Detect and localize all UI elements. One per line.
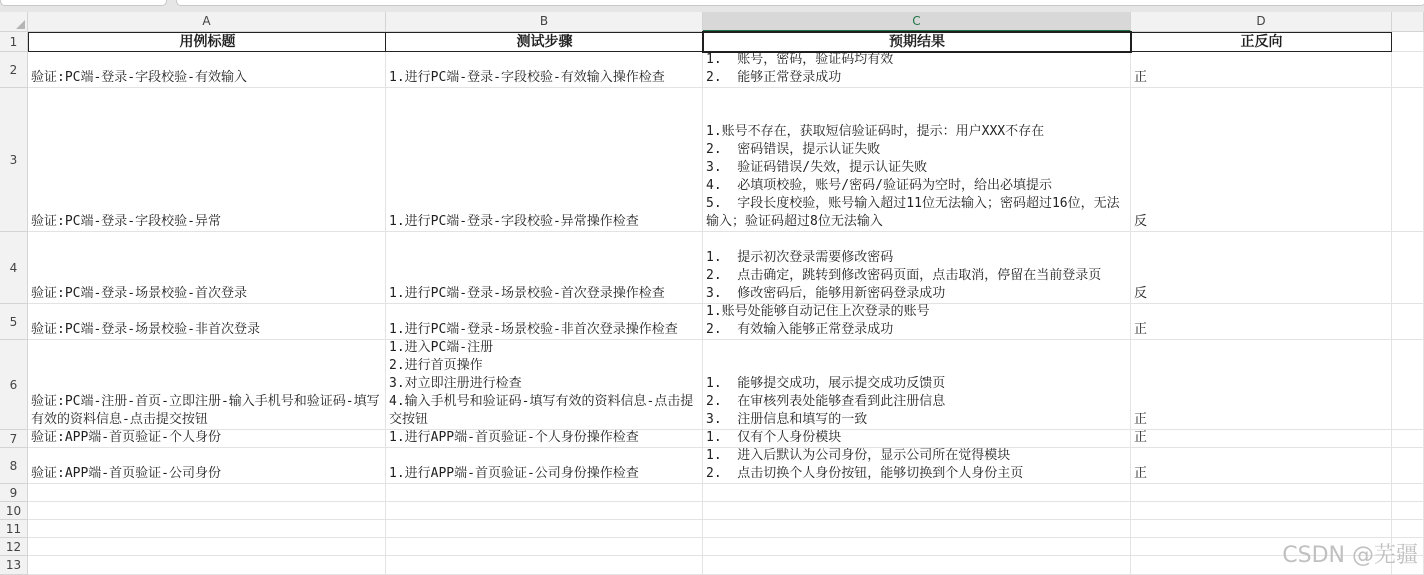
expected-result-cell[interactable]: [703, 52, 1131, 88]
case-title-text: 验证:PC端-登录-场景校验-首次登录: [31, 286, 247, 301]
expected-result-cell[interactable]: [703, 88, 1131, 232]
test-steps-text: 1.进行APP端-首页验证-个人身份操作检查: [389, 430, 639, 445]
case-title-text: 验证:APP端-首页验证-公司身份: [31, 466, 221, 481]
row-header[interactable]: 11: [0, 520, 28, 538]
direction-cell[interactable]: [1131, 52, 1392, 88]
expected-result-text: 1. 进入后默认为公司身份，显示公司所在觉得模块 2. 点击切换个人身份按钮，能够切换到个人身份主页: [706, 448, 1024, 481]
empty-cell[interactable]: [28, 484, 386, 502]
empty-cell[interactable]: [386, 556, 703, 575]
direction-cell[interactable]: [1131, 232, 1392, 304]
direction-text: 正: [1134, 322, 1148, 337]
row-header[interactable]: 7: [0, 430, 28, 448]
sheet-tab-stub[interactable]: [176, 0, 1424, 6]
row-header[interactable]: 10: [0, 502, 28, 520]
case-title-text: 验证:PC端-登录-字段校验-有效输入: [31, 70, 247, 85]
test-steps-cell[interactable]: [386, 430, 703, 448]
empty-cell[interactable]: [28, 520, 386, 538]
case-title-cell[interactable]: [28, 304, 386, 340]
column-header-a[interactable]: A: [28, 12, 386, 32]
test-steps-cell[interactable]: [386, 88, 703, 232]
direction-cell[interactable]: [1131, 448, 1392, 484]
test-steps-cell[interactable]: [386, 52, 703, 88]
test-steps-text: 1.进入PC端-注册 2.进行首页操作 3.对立即注册进行检查 4.输入手机号和验证码-填写有效的资料信息-点击提交按钮: [389, 340, 694, 427]
empty-cell[interactable]: [386, 520, 703, 538]
expected-result-cell[interactable]: [703, 448, 1131, 484]
empty-cell[interactable]: [386, 502, 703, 520]
empty-cell[interactable]: [28, 538, 386, 556]
column-header-d[interactable]: D: [1131, 12, 1392, 32]
empty-cell[interactable]: [1392, 430, 1424, 448]
case-title-text: 验证:PC端-登录-场景校验-非首次登录: [31, 322, 260, 337]
case-title-cell[interactable]: [28, 430, 386, 448]
row-header[interactable]: 4: [0, 232, 28, 304]
case-title-text: 验证:APP端-首页验证-个人身份: [31, 430, 221, 445]
case-title-cell[interactable]: [28, 52, 386, 88]
empty-cell[interactable]: [703, 520, 1131, 538]
empty-cell[interactable]: [1392, 340, 1424, 430]
empty-cell[interactable]: [1392, 52, 1424, 88]
test-steps-text: 1.进行PC端-登录-场景校验-非首次登录操作检查: [389, 322, 678, 337]
empty-cell[interactable]: [1392, 484, 1424, 502]
direction-text: 正: [1134, 412, 1148, 427]
test-steps-text: 1.进行PC端-登录-场景校验-首次登录操作检查: [389, 286, 665, 301]
case-title-cell[interactable]: [28, 232, 386, 304]
expected-result-cell[interactable]: [703, 340, 1131, 430]
empty-cell[interactable]: [1392, 88, 1424, 232]
select-all-triangle-icon: [16, 20, 25, 29]
direction-text: 正: [1134, 70, 1148, 85]
direction-cell[interactable]: [1131, 304, 1392, 340]
row-header[interactable]: 6: [0, 340, 28, 430]
empty-cell[interactable]: [28, 502, 386, 520]
empty-cell[interactable]: [703, 502, 1131, 520]
case-title-cell[interactable]: [28, 88, 386, 232]
header-cell-direction[interactable]: 正反向: [1131, 32, 1392, 52]
case-title-text: 验证:PC端-注册-首页-立即注册-输入手机号和验证码-填写有效的资料信息-点击提交按钮: [31, 394, 380, 427]
column-header-c[interactable]: C: [703, 12, 1131, 32]
empty-cell[interactable]: [703, 556, 1131, 575]
test-steps-text: 1.进行APP端-首页验证-公司身份操作检查: [389, 466, 639, 481]
direction-cell[interactable]: [1131, 430, 1392, 448]
header-cell-title[interactable]: 用例标题: [28, 32, 386, 52]
row-header[interactable]: 12: [0, 538, 28, 556]
column-header-b[interactable]: B: [386, 12, 703, 32]
row-header[interactable]: 8: [0, 448, 28, 484]
row-header[interactable]: 3: [0, 88, 28, 232]
test-steps-text: 1.进行PC端-登录-字段校验-异常操作检查: [389, 214, 639, 229]
empty-cell[interactable]: [1392, 304, 1424, 340]
case-title-text: 验证:PC端-登录-字段校验-异常: [31, 214, 221, 229]
expected-result-text: 1. 能够提交成功，展示提交成功反馈页 2. 在审核列表处能够查看到此注册信息 3. 注册信息和填写的一致: [706, 376, 946, 427]
sheet-tab-stub[interactable]: [0, 0, 167, 6]
empty-cell[interactable]: [703, 484, 1131, 502]
direction-text: 正: [1134, 466, 1148, 481]
direction-text: 正: [1134, 430, 1148, 445]
expected-result-cell[interactable]: [703, 232, 1131, 304]
row-header[interactable]: 1: [0, 32, 28, 52]
column-header-e[interactable]: [1392, 12, 1424, 32]
direction-cell[interactable]: [1131, 88, 1392, 232]
empty-cell[interactable]: [1392, 32, 1424, 52]
header-cell-steps[interactable]: 测试步骤: [386, 32, 703, 52]
test-steps-text: 1.进行PC端-登录-字段校验-有效输入操作检查: [389, 70, 665, 85]
empty-cell[interactable]: [1392, 448, 1424, 484]
test-steps-cell[interactable]: [386, 304, 703, 340]
empty-cell[interactable]: [1392, 520, 1424, 538]
empty-cell[interactable]: [1131, 484, 1392, 502]
expected-result-text: 1. 账号，密码，验证码均有效 2. 能够正常登录成功: [706, 52, 894, 85]
empty-cell[interactable]: [1131, 502, 1392, 520]
header-cell-expected[interactable]: 预期结果: [703, 32, 1131, 52]
test-steps-cell[interactable]: [386, 448, 703, 484]
expected-result-text: 1. 仅有个人身份模块: [706, 430, 842, 445]
expected-result-cell[interactable]: [703, 304, 1131, 340]
direction-cell[interactable]: [1131, 340, 1392, 430]
test-steps-cell[interactable]: [386, 340, 703, 430]
empty-cell[interactable]: [386, 484, 703, 502]
empty-cell[interactable]: [28, 556, 386, 575]
expected-result-text: 1.账号处能够自动记住上次登录的账号 2. 有效输入能够正常登录成功: [706, 304, 930, 337]
case-title-cell[interactable]: [28, 340, 386, 430]
test-steps-cell[interactable]: [386, 232, 703, 304]
row-header[interactable]: 2: [0, 52, 28, 88]
empty-cell[interactable]: [703, 538, 1131, 556]
empty-cell[interactable]: [1392, 232, 1424, 304]
empty-cell[interactable]: [1392, 502, 1424, 520]
direction-text: 反: [1134, 214, 1148, 229]
case-title-cell[interactable]: [28, 448, 386, 484]
row-header[interactable]: 9: [0, 484, 28, 502]
row-header[interactable]: 5: [0, 304, 28, 340]
watermark: CSDN @芜疆: [1282, 543, 1418, 568]
row-header[interactable]: 13: [0, 556, 28, 575]
expected-result-text: 1.账号不存在，获取短信验证码时，提示：用户XXX不存在 2. 密码错误，提示认证失败 3. 验证码错误/失效，提示认证失败 4. 必填项校验，账号/密码/验证码为空时，给出必填提示 5. 字段长度校验，账号输入超过11位无法输入；密码超过16位，无法输入；验证码超过8位无法输入: [706, 124, 1120, 229]
direction-text: 反: [1134, 286, 1148, 301]
expected-result-cell[interactable]: [703, 430, 1131, 448]
empty-cell[interactable]: [386, 538, 703, 556]
expected-result-text: 1. 提示初次登录需要修改密码 2. 点击确定，跳转到修改密码页面，点击取消，停留在当前登录页 3. 修改密码后，能够用新密码登录成功: [706, 250, 1102, 301]
empty-cell[interactable]: [1131, 520, 1392, 538]
select-all-corner[interactable]: [0, 12, 28, 32]
